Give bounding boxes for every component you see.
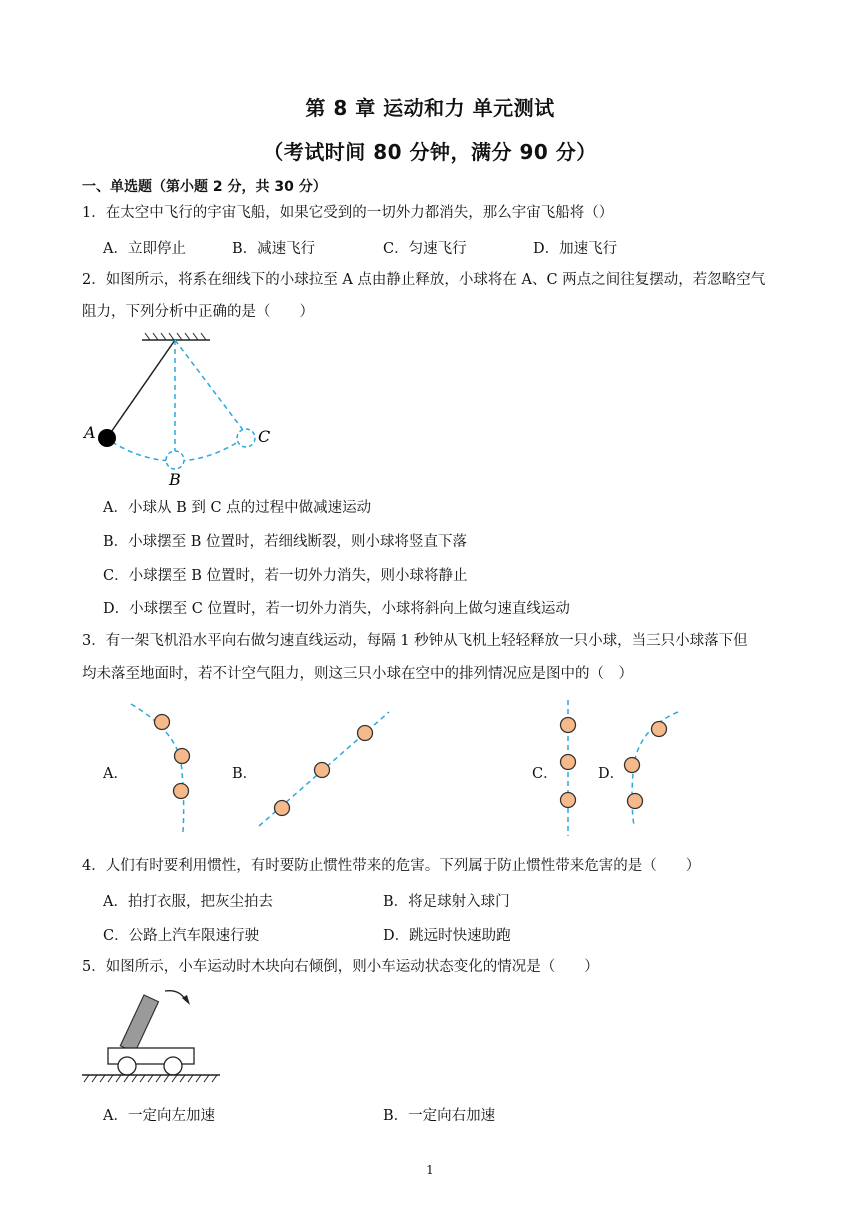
trajectory-figure-c <box>553 698 583 838</box>
question-2-option-c: C．小球摆至 B 位置时，若一切外力消失，则小球将静止 <box>103 568 468 584</box>
trajectory-figure-a <box>125 700 205 835</box>
ball <box>315 763 330 778</box>
question-4-option-c: C．公路上汽车限速行驶 <box>103 928 260 944</box>
question-3-label-d: D． <box>598 766 625 782</box>
question-3-label-a: A． <box>103 766 128 782</box>
question-2-option-b: B．小球摆至 B 位置时，若细线断裂，则小球将竖直下落 <box>103 534 468 550</box>
ball <box>175 749 190 764</box>
cart-wheel <box>118 1057 136 1075</box>
question-5-stem: 5．如图所示，小车运动时木块向右倾倒，则小车运动状态变化的情况是（ ） <box>82 959 599 975</box>
question-1-option-d: D．加速飞行 <box>533 241 618 257</box>
ball <box>275 801 290 816</box>
cart-wheel <box>164 1057 182 1075</box>
question-2-stem-line-1: 2．如图所示，将系在细线下的小球拉至 A 点由静止释放，小球将在 A、C 两点之间往复摆动，若忽略空气 <box>82 272 766 288</box>
cart-figure <box>80 985 225 1085</box>
string-to-c <box>175 340 243 430</box>
section-heading: 一、单选题（第小题 2 分，共 30 分） <box>82 179 327 195</box>
question-1-option-c: C．匀速飞行 <box>383 241 467 257</box>
trajectory-figure-d <box>620 708 685 828</box>
question-4-option-a: A．拍打衣服，把灰尘拍去 <box>103 894 273 910</box>
label-b: B <box>169 470 181 489</box>
ball-c <box>237 429 255 447</box>
ball-b <box>166 451 184 469</box>
string-to-a <box>107 340 175 438</box>
ball <box>625 758 640 773</box>
label-c: C <box>258 427 271 446</box>
ball <box>628 794 643 809</box>
question-3-label-b: B． <box>232 766 258 782</box>
ball <box>174 784 189 799</box>
ball <box>561 793 576 808</box>
question-4-option-b: B．将足球射入球门 <box>383 894 510 910</box>
question-5-option-b: B．一定向右加速 <box>383 1108 496 1124</box>
question-1-option-b: B．减速飞行 <box>232 241 316 257</box>
label-a: A <box>84 423 96 442</box>
question-3-stem-line-2: 均未落至地面时，若不计空气阻力，则这三只小球在空中的排列情况应是图中的（ ） <box>82 666 633 682</box>
question-1-option-a: A．立即停止 <box>103 241 186 257</box>
question-2-stem-line-2: 阻力，下列分析中正确的是（ ） <box>82 304 314 320</box>
question-4-option-d: D．跳远时快速助跑 <box>383 928 511 944</box>
question-2-option-a: A．小球从 B 到 C 点的过程中做减速运动 <box>103 500 372 516</box>
rotation-arrow-icon <box>165 991 186 1001</box>
question-4-stem: 4．人们有时要利用惯性，有时要防止惯性带来的危害。下列属于防止惯性带来危害的是（ ） <box>82 858 701 874</box>
page-number: 1 <box>426 1163 434 1177</box>
ball <box>358 726 373 741</box>
ball <box>652 722 667 737</box>
ground-hatch <box>84 1075 217 1082</box>
page-title: 第 8 章 运动和力 单元测试 <box>305 96 555 120</box>
question-2-option-d: D．小球摆至 C 位置时，若一切外力消失，小球将斜向上做匀速直线运动 <box>103 601 570 617</box>
tilting-block <box>120 995 158 1053</box>
question-5-option-a: A．一定向左加速 <box>103 1108 215 1124</box>
trajectory-figure-b <box>255 708 395 830</box>
pendulum-figure <box>80 330 290 490</box>
ball <box>561 718 576 733</box>
question-1-stem: 1．在太空中飞行的宇宙飞船，如果它受到的一切外力都消失，那么宇宙飞船将（） <box>82 205 614 221</box>
ball <box>155 715 170 730</box>
ceiling-hatch <box>142 333 210 340</box>
question-3-stem-line-1: 3．有一架飞机沿水平向右做匀速直线运动，每隔 1 秒钟从飞机上轻轻释放一只小球，当三只小球落下但 <box>82 633 748 649</box>
ball <box>561 755 576 770</box>
page-subtitle: （考试时间 80 分钟，满分 90 分） <box>263 140 597 164</box>
question-3-label-c: C． <box>532 766 558 782</box>
ball-a <box>98 429 116 447</box>
